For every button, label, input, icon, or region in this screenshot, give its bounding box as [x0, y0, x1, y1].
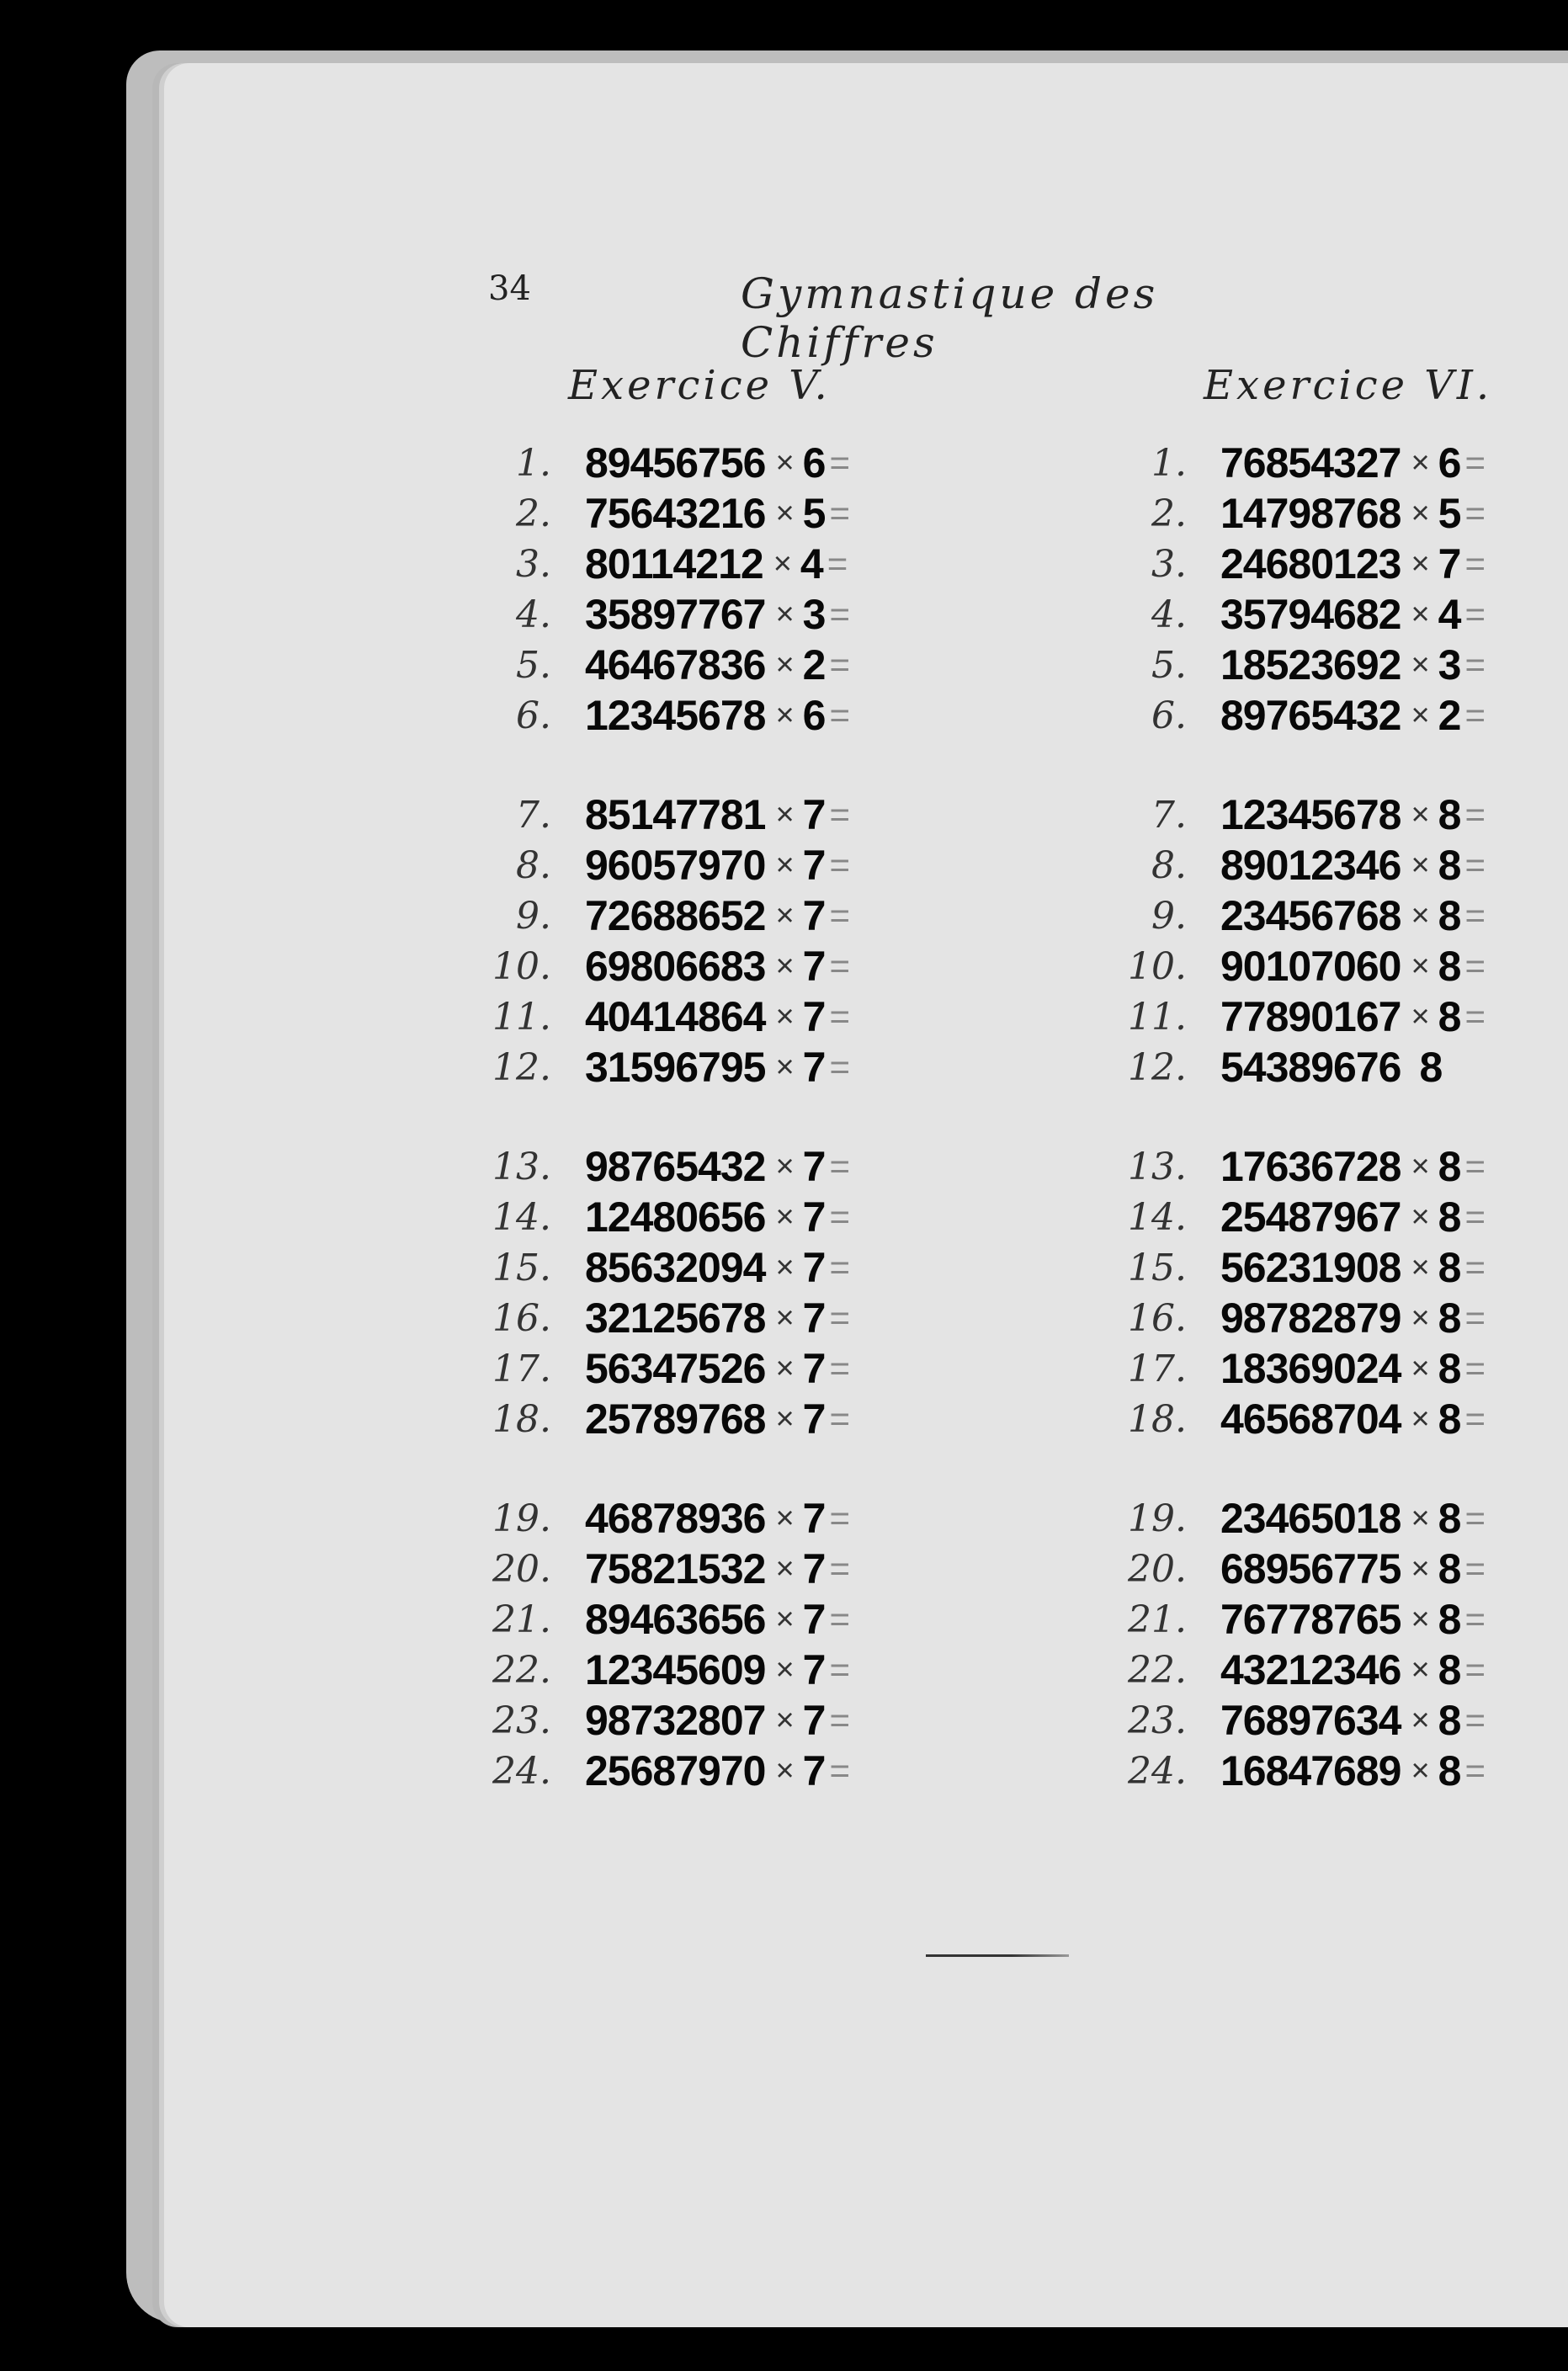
problem-index: 23.	[492, 1699, 551, 1742]
problem-index: 14.	[492, 1195, 551, 1239]
equals-sign: =	[829, 493, 851, 533]
problem-number: 35794682	[1220, 591, 1401, 638]
problem-index: 16.	[1128, 1296, 1187, 1340]
equals-sign: =	[1464, 1751, 1486, 1790]
problem-number: 32125678	[585, 1294, 766, 1342]
equals-sign: =	[1464, 1700, 1486, 1740]
problem-number: 16847689	[1220, 1747, 1401, 1794]
problem-row	[1103, 890, 1568, 941]
problem-row	[1103, 589, 1568, 640]
problem-row	[467, 941, 1073, 991]
problem-row	[1103, 840, 1568, 890]
multiply-sign: ×	[1411, 1601, 1430, 1637]
problem-multiplier: 3	[1438, 641, 1462, 688]
problem-index: 19.	[1128, 1496, 1187, 1540]
problem-multiplier: 5	[802, 490, 827, 537]
multiply-sign: ×	[775, 1350, 795, 1386]
problem-number: 46568704	[1220, 1395, 1401, 1443]
problem-multiplier: 8	[1438, 892, 1462, 939]
problem-multiplier: 8	[1438, 1345, 1462, 1392]
problem-number: 40414864	[585, 993, 766, 1040]
problem-multiplier: 8	[1438, 1294, 1462, 1342]
problem-row	[1103, 1293, 1568, 1343]
problem-number: 46467836	[585, 641, 766, 688]
multiply-sign: ×	[1411, 998, 1430, 1034]
multiply-sign: ×	[775, 1199, 795, 1235]
equals-sign: =	[1464, 695, 1486, 735]
equals-sign: =	[829, 1298, 851, 1337]
multiply-sign: ×	[775, 1601, 795, 1637]
problem-index: 3.	[516, 542, 551, 586]
problem-index: 5.	[516, 643, 551, 687]
problem-row	[467, 438, 1073, 488]
equals-sign: =	[1464, 443, 1486, 482]
problem-multiplier: 4	[1438, 591, 1462, 638]
problem-index: 9.	[516, 894, 551, 938]
equals-sign: =	[829, 1047, 851, 1087]
problem-row	[467, 1645, 1073, 1695]
closing-rule	[926, 1954, 1069, 1957]
equals-sign: =	[829, 896, 851, 935]
problem-number: 56231908	[1220, 1244, 1401, 1291]
problem-number: 23456768	[1220, 892, 1401, 939]
equals-sign: =	[1464, 1348, 1486, 1388]
problem-number: 98782879	[1220, 1294, 1401, 1342]
problem-number: 35897767	[585, 591, 766, 638]
problem-index: 2.	[1151, 492, 1187, 535]
problem-number: 89463656	[585, 1596, 766, 1643]
equals-sign: =	[829, 1700, 851, 1740]
multiply-sign: ×	[775, 1401, 795, 1437]
problem-multiplier: 7	[802, 1646, 827, 1693]
problem-number: 17636728	[1220, 1143, 1401, 1190]
multiply-sign: ×	[775, 948, 795, 984]
equals-sign: =	[1464, 1247, 1486, 1287]
problem-row	[1103, 640, 1568, 690]
problem-multiplier: 8	[1438, 1697, 1462, 1744]
problem-multiplier: 7	[802, 1143, 827, 1190]
multiply-sign: ×	[775, 1752, 795, 1789]
problem-row	[1103, 1645, 1568, 1695]
problem-index: 14.	[1128, 1195, 1187, 1239]
problem-multiplier: 7	[802, 1193, 827, 1241]
problem-number: 12345678	[585, 692, 766, 739]
problem-row	[467, 1394, 1073, 1444]
problem-index: 21.	[492, 1598, 551, 1641]
problem-number: 89012346	[1220, 842, 1401, 889]
equals-sign: =	[1464, 1197, 1486, 1236]
equals-sign: =	[829, 443, 851, 482]
problem-number: 89456756	[585, 439, 766, 486]
equals-sign: =	[829, 594, 851, 634]
problem-multiplier: 8	[1438, 1646, 1462, 1693]
problem-number: 75821532	[585, 1545, 766, 1592]
problem-multiplier: 6	[802, 692, 827, 739]
problem-row	[1103, 1394, 1568, 1444]
problem-multiplier: 8	[1438, 791, 1462, 838]
problem-multiplier: 6	[802, 439, 827, 486]
problem-number: 12480656	[585, 1193, 766, 1241]
problem-row	[467, 1293, 1073, 1343]
equals-sign: =	[1464, 493, 1486, 533]
problem-row	[1103, 488, 1568, 539]
page-number: 34	[488, 269, 531, 308]
problem-index: 13.	[492, 1145, 551, 1188]
problem-index: 23.	[1128, 1699, 1187, 1742]
problem-index: 4.	[516, 593, 551, 636]
problem-row	[467, 1042, 1073, 1092]
problem-index: 5.	[1151, 643, 1187, 687]
problem-multiplier: 8	[1438, 1143, 1462, 1190]
problem-index: 8.	[516, 843, 551, 887]
equals-sign: =	[829, 1146, 851, 1186]
problem-multiplier: 5	[1438, 490, 1462, 537]
problem-row	[467, 1242, 1073, 1293]
problem-index: 11.	[1128, 995, 1187, 1039]
multiply-sign: ×	[1411, 1148, 1430, 1184]
equals-sign: =	[829, 1348, 851, 1388]
equals-sign: =	[829, 1650, 851, 1689]
problem-row	[1103, 789, 1568, 840]
problem-multiplier: 8	[1438, 1495, 1462, 1542]
multiply-sign: ×	[1411, 545, 1430, 582]
problem-index: 1.	[1151, 441, 1187, 485]
problem-multiplier: 4	[800, 540, 824, 587]
problem-index: 10.	[492, 944, 551, 988]
equals-sign: =	[1464, 645, 1486, 684]
problem-index: 22.	[1128, 1648, 1187, 1692]
problem-index: 16.	[492, 1296, 551, 1340]
multiply-sign: ×	[775, 1148, 795, 1184]
problem-multiplier: 7	[802, 1294, 827, 1342]
exercise-vi-column	[1103, 362, 1568, 1877]
problem-row	[467, 1695, 1073, 1746]
problem-multiplier: 7	[802, 1495, 827, 1542]
problem-index: 9.	[1151, 894, 1187, 938]
problem-multiplier: 8	[1438, 1395, 1462, 1443]
problem-number: 12345678	[1220, 791, 1401, 838]
multiply-sign: ×	[775, 998, 795, 1034]
problem-index: 13.	[1128, 1145, 1187, 1188]
problem-number: 25687970	[585, 1747, 766, 1794]
problem-index: 24.	[492, 1749, 551, 1793]
problem-row	[467, 840, 1073, 890]
multiply-sign: ×	[775, 444, 795, 481]
problem-number: 43212346	[1220, 1646, 1401, 1693]
problem-multiplier: 7	[802, 842, 827, 889]
exercise-title: Exercice V.	[568, 362, 831, 409]
problem-multiplier: 7	[802, 1345, 827, 1392]
multiply-sign: ×	[775, 1249, 795, 1285]
equals-sign: =	[1464, 1549, 1486, 1588]
problem-multiplier: 7	[802, 1395, 827, 1443]
problem-row	[467, 1493, 1073, 1544]
equals-sign: =	[829, 1197, 851, 1236]
problem-index: 18.	[492, 1397, 551, 1441]
multiply-sign: ×	[1411, 1500, 1430, 1536]
exercise-rows	[1103, 438, 1568, 1796]
problem-row	[1103, 539, 1568, 589]
problem-multiplier: 8	[1438, 1596, 1462, 1643]
problem-multiplier: 7	[802, 1244, 827, 1291]
equals-sign: =	[1464, 544, 1486, 583]
equals-sign: =	[829, 695, 851, 735]
multiply-sign: ×	[775, 897, 795, 933]
exercise-rows	[467, 438, 1073, 1796]
problem-number: 12345609	[585, 1646, 766, 1693]
equals-sign: =	[1464, 594, 1486, 634]
problem-row	[467, 589, 1073, 640]
problem-row	[467, 1141, 1073, 1192]
multiply-sign: ×	[775, 1550, 795, 1587]
problem-row	[467, 488, 1073, 539]
problem-row	[1103, 1695, 1568, 1746]
problem-multiplier: 7	[802, 993, 827, 1040]
problem-number: 90107060	[1220, 943, 1401, 990]
problem-multiplier: 8	[1438, 1193, 1462, 1241]
equals-sign: =	[829, 1599, 851, 1639]
exercise-title: Exercice VI.	[1204, 362, 1493, 409]
problem-number: 56347526	[585, 1345, 766, 1392]
problem-multiplier: 7	[1438, 540, 1462, 587]
problem-multiplier: 7	[802, 791, 827, 838]
multiply-sign: ×	[1411, 1752, 1430, 1789]
multiply-sign: ×	[1411, 1199, 1430, 1235]
equals-sign: =	[829, 645, 851, 684]
problem-multiplier: 7	[802, 1044, 827, 1091]
problem-index: 20.	[1128, 1547, 1187, 1591]
multiply-sign: ×	[1411, 444, 1430, 481]
multiply-sign: ×	[1411, 948, 1430, 984]
multiply-sign: ×	[1411, 1249, 1430, 1285]
problem-index: 8.	[1151, 843, 1187, 887]
problem-row	[1103, 1746, 1568, 1796]
problem-index: 7.	[1151, 793, 1187, 837]
problem-index: 12.	[492, 1045, 551, 1089]
problem-row	[467, 1343, 1073, 1394]
equals-sign: =	[829, 845, 851, 885]
problem-row	[1103, 438, 1568, 488]
problem-index: 20.	[492, 1547, 551, 1591]
problem-number: 96057970	[585, 842, 766, 889]
problem-index: 24.	[1128, 1749, 1187, 1793]
problem-number: 85632094	[585, 1244, 766, 1291]
problem-row	[467, 1594, 1073, 1645]
equals-sign: =	[829, 1399, 851, 1438]
problem-number: 25487967	[1220, 1193, 1401, 1241]
equals-sign: =	[829, 1751, 851, 1790]
multiply-sign: ×	[775, 796, 795, 832]
equals-sign: =	[1464, 1298, 1486, 1337]
problem-multiplier: 7	[802, 892, 827, 939]
multiply-sign: ×	[775, 1300, 795, 1336]
multiply-sign: ×	[1411, 1350, 1430, 1386]
equals-sign: =	[1464, 1399, 1486, 1438]
equals-sign: =	[829, 1247, 851, 1287]
problem-index: 4.	[1151, 593, 1187, 636]
problem-index: 22.	[492, 1648, 551, 1692]
problem-number: 85147781	[585, 791, 766, 838]
problem-multiplier: 8	[1438, 1747, 1462, 1794]
exercise-v-column	[467, 362, 1073, 1877]
problem-row	[1103, 941, 1568, 991]
problem-number: 76854327	[1220, 439, 1401, 486]
multiply-sign: ×	[1411, 1702, 1430, 1738]
problem-multiplier: 7	[802, 1545, 827, 1592]
problem-number: 14798768	[1220, 490, 1401, 537]
equals-sign: =	[1464, 1498, 1486, 1538]
multiply-sign: ×	[775, 1651, 795, 1688]
multiply-sign: ×	[775, 646, 795, 683]
equals-sign: =	[829, 1549, 851, 1588]
problem-row	[1103, 1141, 1568, 1192]
multiply-sign: ×	[1411, 646, 1430, 683]
problem-number: 72688652	[585, 892, 766, 939]
equals-sign: =	[1464, 896, 1486, 935]
problem-number: 76778765	[1220, 1596, 1401, 1643]
problem-index: 7.	[516, 793, 551, 837]
problem-number: 18369024	[1220, 1345, 1401, 1392]
problem-row	[1103, 1594, 1568, 1645]
problem-index: 11.	[492, 995, 551, 1039]
problem-number: 77890167	[1220, 993, 1401, 1040]
problem-index: 3.	[1151, 542, 1187, 586]
equals-sign: =	[1464, 997, 1486, 1036]
equals-sign: =	[827, 544, 848, 583]
problem-number: 75643216	[585, 490, 766, 537]
multiply-sign: ×	[775, 495, 795, 531]
multiply-sign: ×	[773, 545, 792, 582]
multiply-sign: ×	[775, 1500, 795, 1536]
problem-multiplier: 7	[802, 1596, 827, 1643]
problem-row	[1103, 690, 1568, 741]
multiply-sign: ×	[1411, 897, 1430, 933]
problem-index: 6.	[516, 694, 551, 737]
problem-row	[1103, 991, 1568, 1042]
problem-multiplier: 8	[1438, 842, 1462, 889]
running-title: Gymnastique des Chiffres	[741, 269, 1159, 367]
multiply-sign: ×	[775, 1049, 795, 1085]
problem-row	[1103, 1544, 1568, 1594]
problem-index: 6.	[1151, 694, 1187, 737]
problem-number: 25789768	[585, 1395, 766, 1443]
multiply-sign: ×	[1411, 697, 1430, 733]
problem-number: 68956775	[1220, 1545, 1401, 1592]
problem-index: 17.	[1128, 1347, 1187, 1390]
problem-row	[1103, 1493, 1568, 1544]
problem-row	[467, 1192, 1073, 1242]
problem-number: 89765432	[1220, 692, 1401, 739]
equals-sign: =	[829, 1498, 851, 1538]
problem-row	[467, 789, 1073, 840]
problem-multiplier: 2	[802, 641, 827, 688]
multiply-sign: ×	[775, 847, 795, 883]
problem-row	[1103, 1042, 1568, 1092]
multiply-sign: ×	[1411, 1401, 1430, 1437]
problem-index: 15.	[1128, 1246, 1187, 1289]
multiply-sign: ×	[775, 697, 795, 733]
problem-number: 18523692	[1220, 641, 1401, 688]
problem-index: 15.	[492, 1246, 551, 1289]
problem-number: 98732807	[585, 1697, 766, 1744]
equals-sign: =	[1464, 795, 1486, 834]
problem-number: 23465018	[1220, 1495, 1401, 1542]
multiply-sign: ×	[1411, 1651, 1430, 1688]
problem-row	[1103, 1192, 1568, 1242]
equals-sign: =	[829, 795, 851, 834]
multiply-sign: ×	[775, 596, 795, 632]
problem-index: 10.	[1128, 944, 1187, 988]
problem-number: 76897634	[1220, 1697, 1401, 1744]
problem-number: 24680123	[1220, 540, 1401, 587]
equals-sign: =	[1464, 1599, 1486, 1639]
problem-multiplier: 8	[1438, 943, 1462, 990]
problem-row	[467, 991, 1073, 1042]
problem-multiplier: 6	[1438, 439, 1462, 486]
problem-row	[467, 539, 1073, 589]
problem-multiplier: 8	[1438, 993, 1462, 1040]
multiply-sign: ×	[1411, 796, 1430, 832]
problem-index: 2.	[516, 492, 551, 535]
equals-sign: =	[829, 946, 851, 986]
problem-number: 69806683	[585, 943, 766, 990]
problem-number: 31596795	[585, 1044, 766, 1091]
problem-multiplier: 7	[802, 1697, 827, 1744]
problem-row	[1103, 1242, 1568, 1293]
multiply-sign: ×	[1411, 847, 1430, 883]
multiply-sign: ×	[1411, 495, 1430, 531]
multiply-sign: ×	[775, 1702, 795, 1738]
problem-index: 12.	[1128, 1045, 1187, 1089]
problem-row	[467, 1746, 1073, 1796]
problem-multiplier: 8	[1419, 1044, 1443, 1091]
problem-index: 18.	[1128, 1397, 1187, 1441]
equals-sign: =	[1464, 1146, 1486, 1186]
problem-row	[1103, 1343, 1568, 1394]
problem-number: 98765432	[585, 1143, 766, 1190]
problem-row	[467, 1544, 1073, 1594]
problem-multiplier: 8	[1438, 1244, 1462, 1291]
problem-index: 21.	[1128, 1598, 1187, 1641]
multiply-sign: ×	[1411, 1300, 1430, 1336]
problem-index: 17.	[492, 1347, 551, 1390]
multiply-sign: ×	[1411, 596, 1430, 632]
problem-number: 46878936	[585, 1495, 766, 1542]
page-header	[488, 269, 1330, 367]
problem-number: 54389676	[1220, 1044, 1401, 1091]
problem-multiplier: 2	[1438, 692, 1462, 739]
equals-sign: =	[1464, 845, 1486, 885]
equals-sign: =	[1464, 946, 1486, 986]
problem-multiplier: 3	[802, 591, 827, 638]
equals-sign: =	[1464, 1650, 1486, 1689]
problem-multiplier: 8	[1438, 1545, 1462, 1592]
problem-row	[467, 890, 1073, 941]
problem-number: 80114212	[585, 540, 763, 587]
problem-index: 1.	[516, 441, 551, 485]
problem-multiplier: 7	[802, 1747, 827, 1794]
problem-row	[467, 690, 1073, 741]
problem-row	[467, 640, 1073, 690]
multiply-sign: ×	[1411, 1550, 1430, 1587]
problem-index: 19.	[492, 1496, 551, 1540]
equals-sign: =	[829, 997, 851, 1036]
problem-multiplier: 7	[802, 943, 827, 990]
